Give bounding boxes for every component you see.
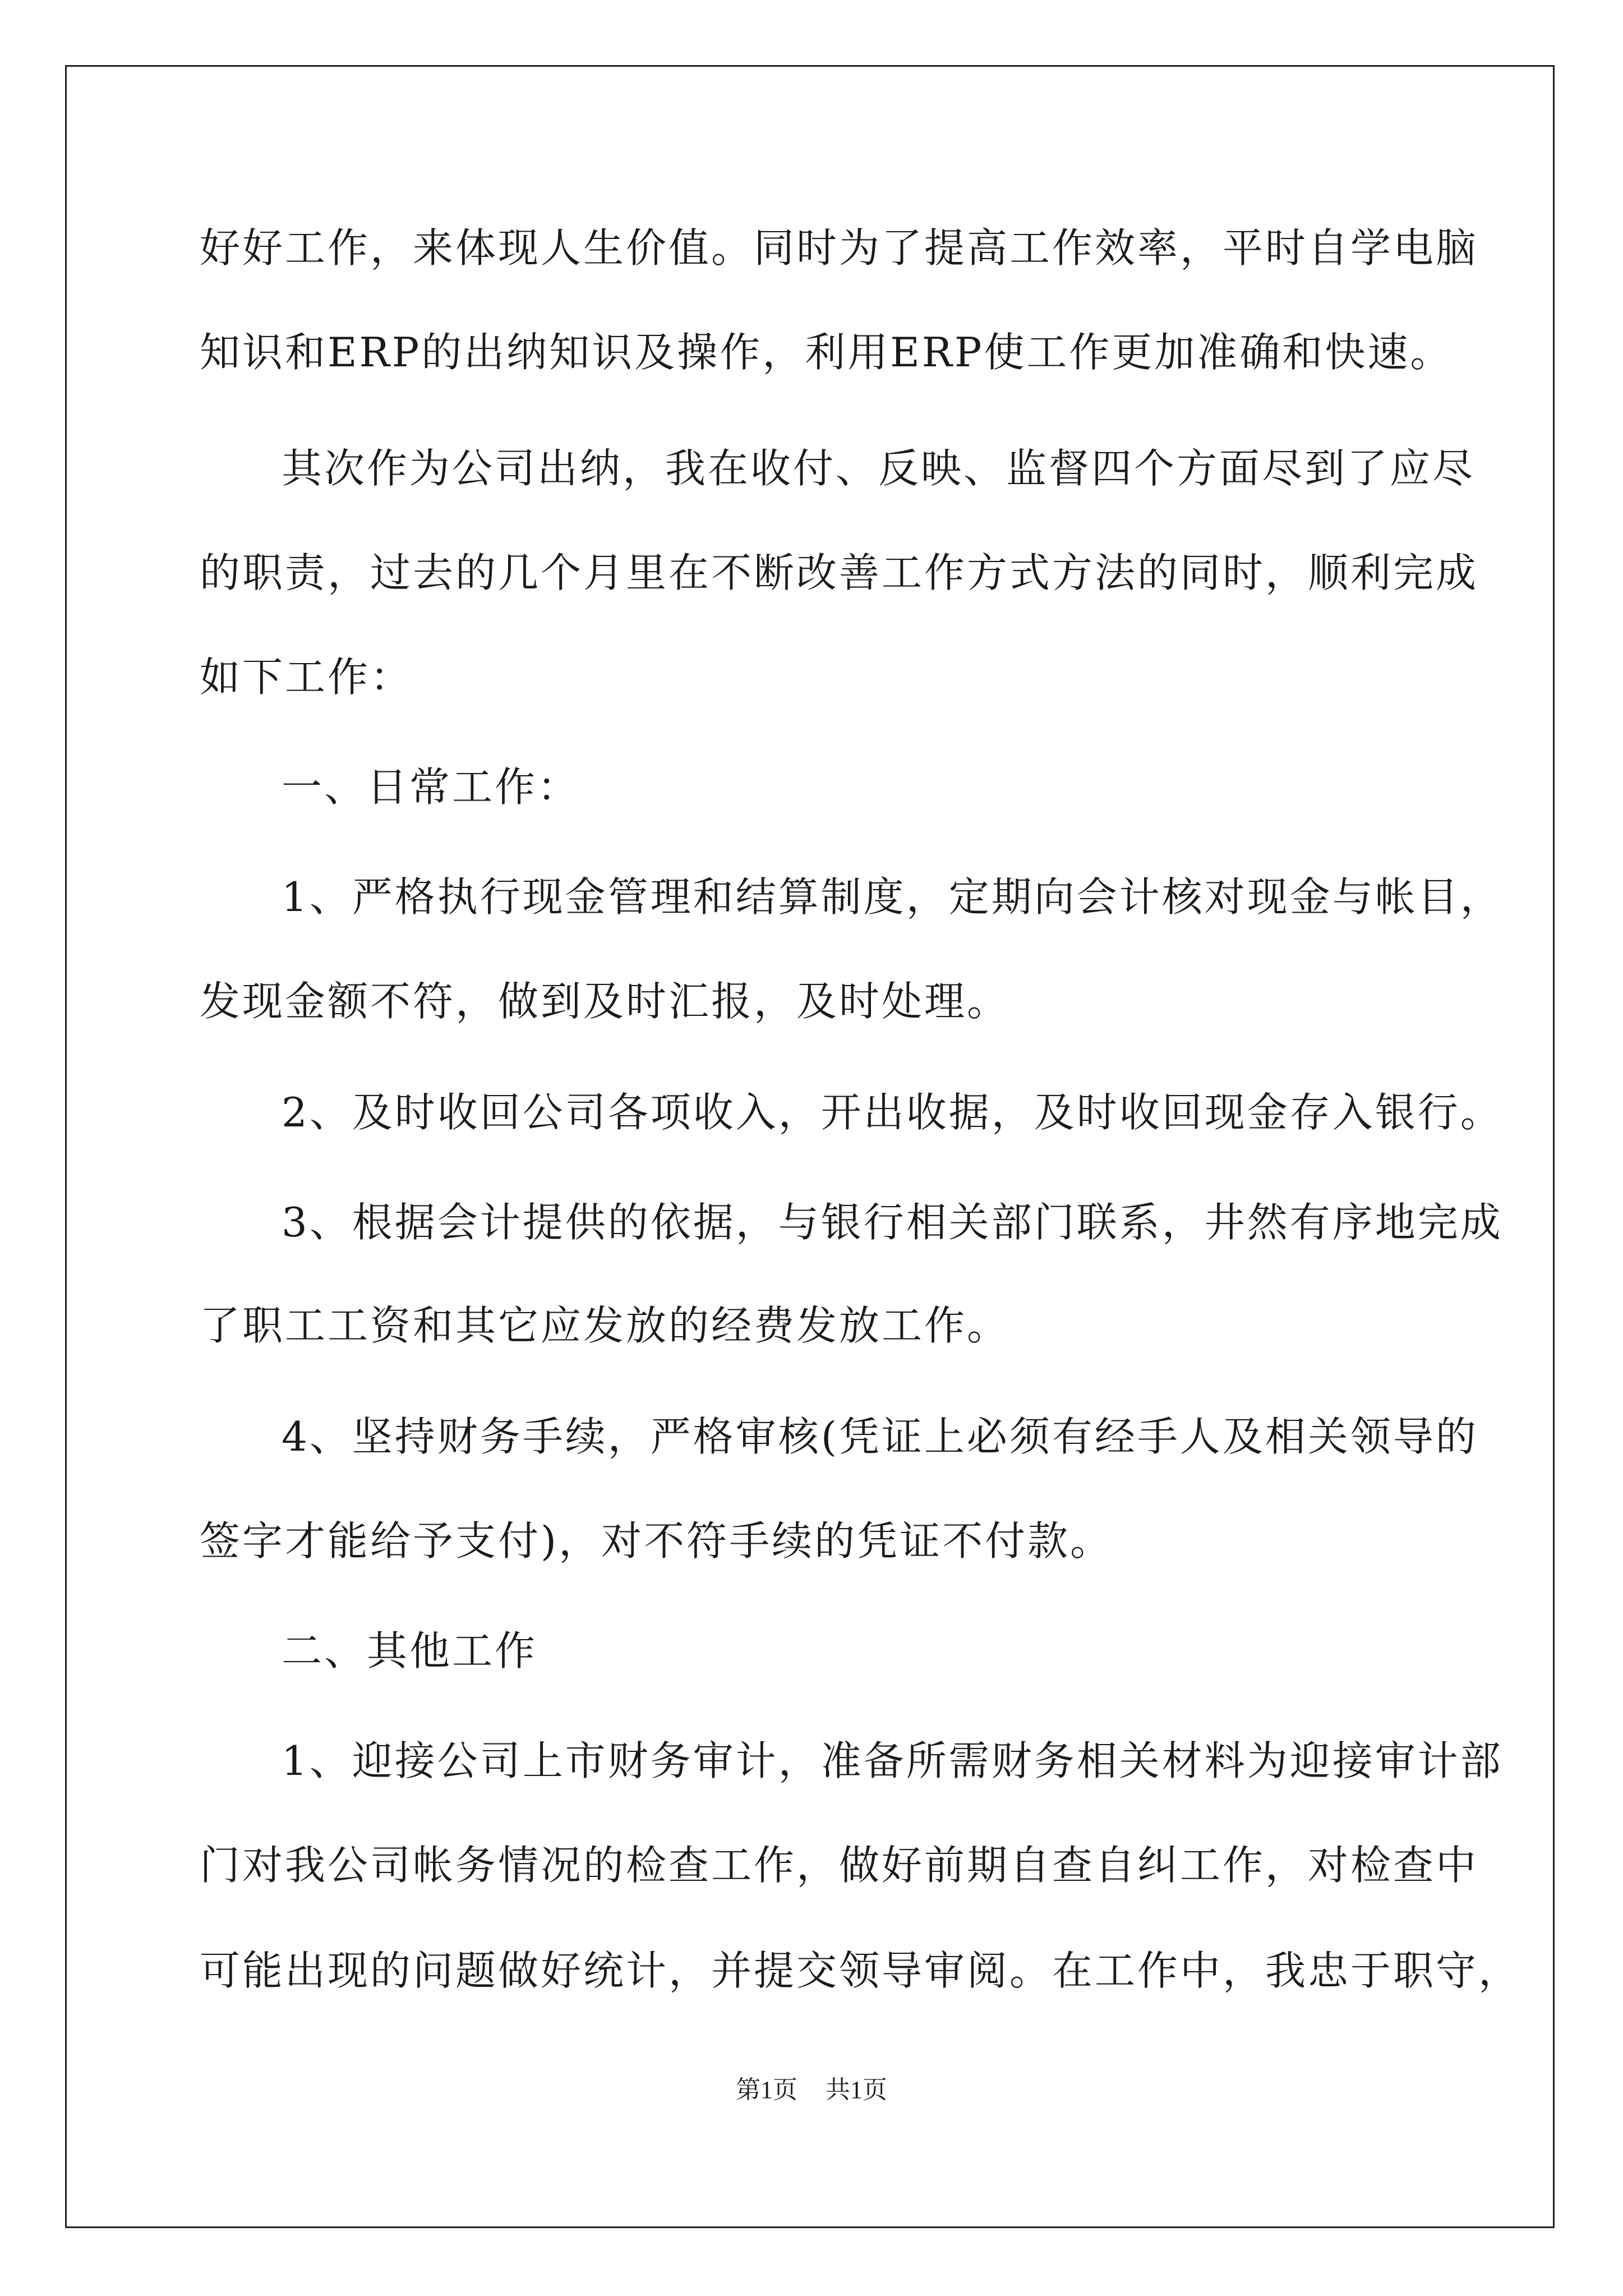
body-line: 如下工作：: [200, 654, 413, 701]
body-line: 1、迎接公司上市财务审计，准备所需财务相关材料为迎接审计部: [282, 1737, 1503, 1784]
section-heading: 一、日常工作：: [282, 763, 580, 811]
body-line: 3、根据会计提供的依据，与银行相关部门联系，井然有序地完成: [282, 1199, 1503, 1246]
body-line: 其次作为公司出纳，我在收付、反映、监督四个方面尽到了应尽: [282, 445, 1476, 492]
body-line: 了职工工资和其它应发放的经费发放工作。: [200, 1302, 1010, 1349]
body-line: 4、坚持财务手续，严格审核(凭证上必须有经手人及相关领导的: [282, 1413, 1478, 1460]
body-line: 好好工作，来体现人生价值。同时为了提高工作效率，平时自学电脑: [200, 224, 1479, 272]
page-footer: [0, 2074, 1623, 2106]
page-total: 共1页: [826, 2076, 887, 2104]
body-line: 1、严格执行现金管理和结算制度，定期向会计核对现金与帐目，: [282, 873, 1503, 921]
body-line: 的职责，过去的几个月里在不断改善工作方式方法的同时，顺利完成: [200, 549, 1479, 596]
body-line: 发现金额不符，做到及时汇报，及时处理。: [200, 978, 1010, 1025]
body-line: 门对我公司帐务情况的检查工作，做好前期自查自纠工作，对检查中: [200, 1842, 1479, 1889]
section-heading: 二、其他工作: [282, 1627, 538, 1674]
page-number: 第1页: [736, 2076, 797, 2104]
body-line: 可能出现的问题做好统计，并提交领导审阅。在工作中，我忠于职守，: [200, 1947, 1521, 1994]
body-line: 签字才能给予支付)，对不符手续的凭证不付款。: [200, 1517, 1113, 1565]
page-border: [65, 65, 1555, 2228]
body-line: 知识和ERP的出纳知识及操作，利用ERP使工作更加准确和快速。: [200, 329, 1453, 376]
body-line: 2、及时收回公司各项收入，开出收据，及时收回现金存入银行。: [282, 1089, 1503, 1136]
